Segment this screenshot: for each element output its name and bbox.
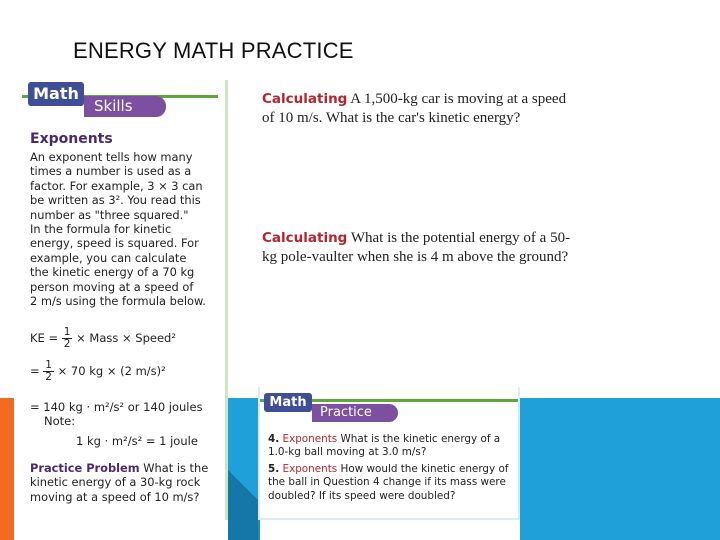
question-2-label: Calculating — [262, 230, 348, 246]
ke-formula-suffix: × Mass × Speed² — [72, 331, 176, 345]
math-skills-panel — [22, 80, 228, 520]
item-number: 5. — [268, 463, 280, 475]
practice-problem-text: What is the kinetic energy of a 30-kg rock moving at a speed of 10 m/s? — [30, 461, 209, 504]
ke-formula-line-3: = 140 kg · m²/s² or 140 joules — [30, 400, 203, 414]
skills-tab-label: Skills — [94, 97, 133, 115]
item-text: What is the kinetic energy of a 1.0-kg ball moving at 3.0 m/s? — [268, 433, 501, 459]
note-formula: 1 kg · m²/s² = 1 joule — [76, 434, 198, 448]
practice-item-5 — [268, 463, 512, 503]
orange-accent-bar — [0, 398, 14, 540]
practice-item-4 — [268, 433, 512, 460]
fraction-one-half — [62, 327, 73, 350]
question-1-label: Calculating — [262, 91, 348, 107]
ke-formula-line-2 — [30, 360, 166, 383]
practice-problem — [30, 461, 222, 504]
question-2-text: What is the potential energy of a 50-kg pole-vaulter when she is 4 m above the ground? — [262, 230, 571, 265]
ke-formula-2-suffix: × 70 kg × (2 m/s)² — [53, 364, 166, 378]
question-1-text: A 1,500-kg car is moving at a speed of 10 m/s. What is the car's kinetic energy? — [262, 91, 567, 126]
question-1 — [262, 90, 582, 127]
question-2 — [262, 229, 582, 266]
ke-formula-2-prefix: = — [30, 364, 40, 378]
fraction-denominator: 2 — [45, 371, 52, 383]
slide-title: ENERGY MATH PRACTICE — [73, 38, 354, 63]
practice-problem-label: Practice Problem — [30, 461, 140, 475]
fraction-denominator: 2 — [63, 338, 71, 350]
item-text: How would the kinetic energy of the ball in Question 4 change if its mass were doubled? If its speed were doubled? — [268, 463, 509, 502]
ke-formula-line-1 — [30, 327, 176, 350]
item-number: 4. — [268, 433, 280, 445]
exponents-heading: Exponents — [30, 131, 113, 147]
math-practice-panel — [258, 387, 520, 520]
skills-tab — [84, 96, 166, 117]
math-tab: Math — [264, 393, 312, 412]
math-tab: Math — [28, 82, 84, 106]
note-label: Note: — [44, 414, 76, 428]
fraction-numerator: 1 — [45, 359, 52, 371]
ke-formula-prefix: KE = — [30, 331, 59, 345]
item-label: Exponents — [282, 463, 338, 475]
item-label: Exponents — [282, 433, 338, 445]
exponents-explanation: An exponent tells how many times a number is used as a factor. For example, 3 × 3 can be written as 3². You read this number as "three squared." In the formula for kinetic energy, speed is squared. For example, you can calculate the kinetic energy of a 70 kg person moving at a speed of 2 m/s using the formula below. — [30, 150, 206, 309]
fraction-numerator: 1 — [63, 326, 71, 338]
practice-tab: Practice — [312, 404, 398, 422]
fraction-one-half-2 — [43, 360, 54, 383]
